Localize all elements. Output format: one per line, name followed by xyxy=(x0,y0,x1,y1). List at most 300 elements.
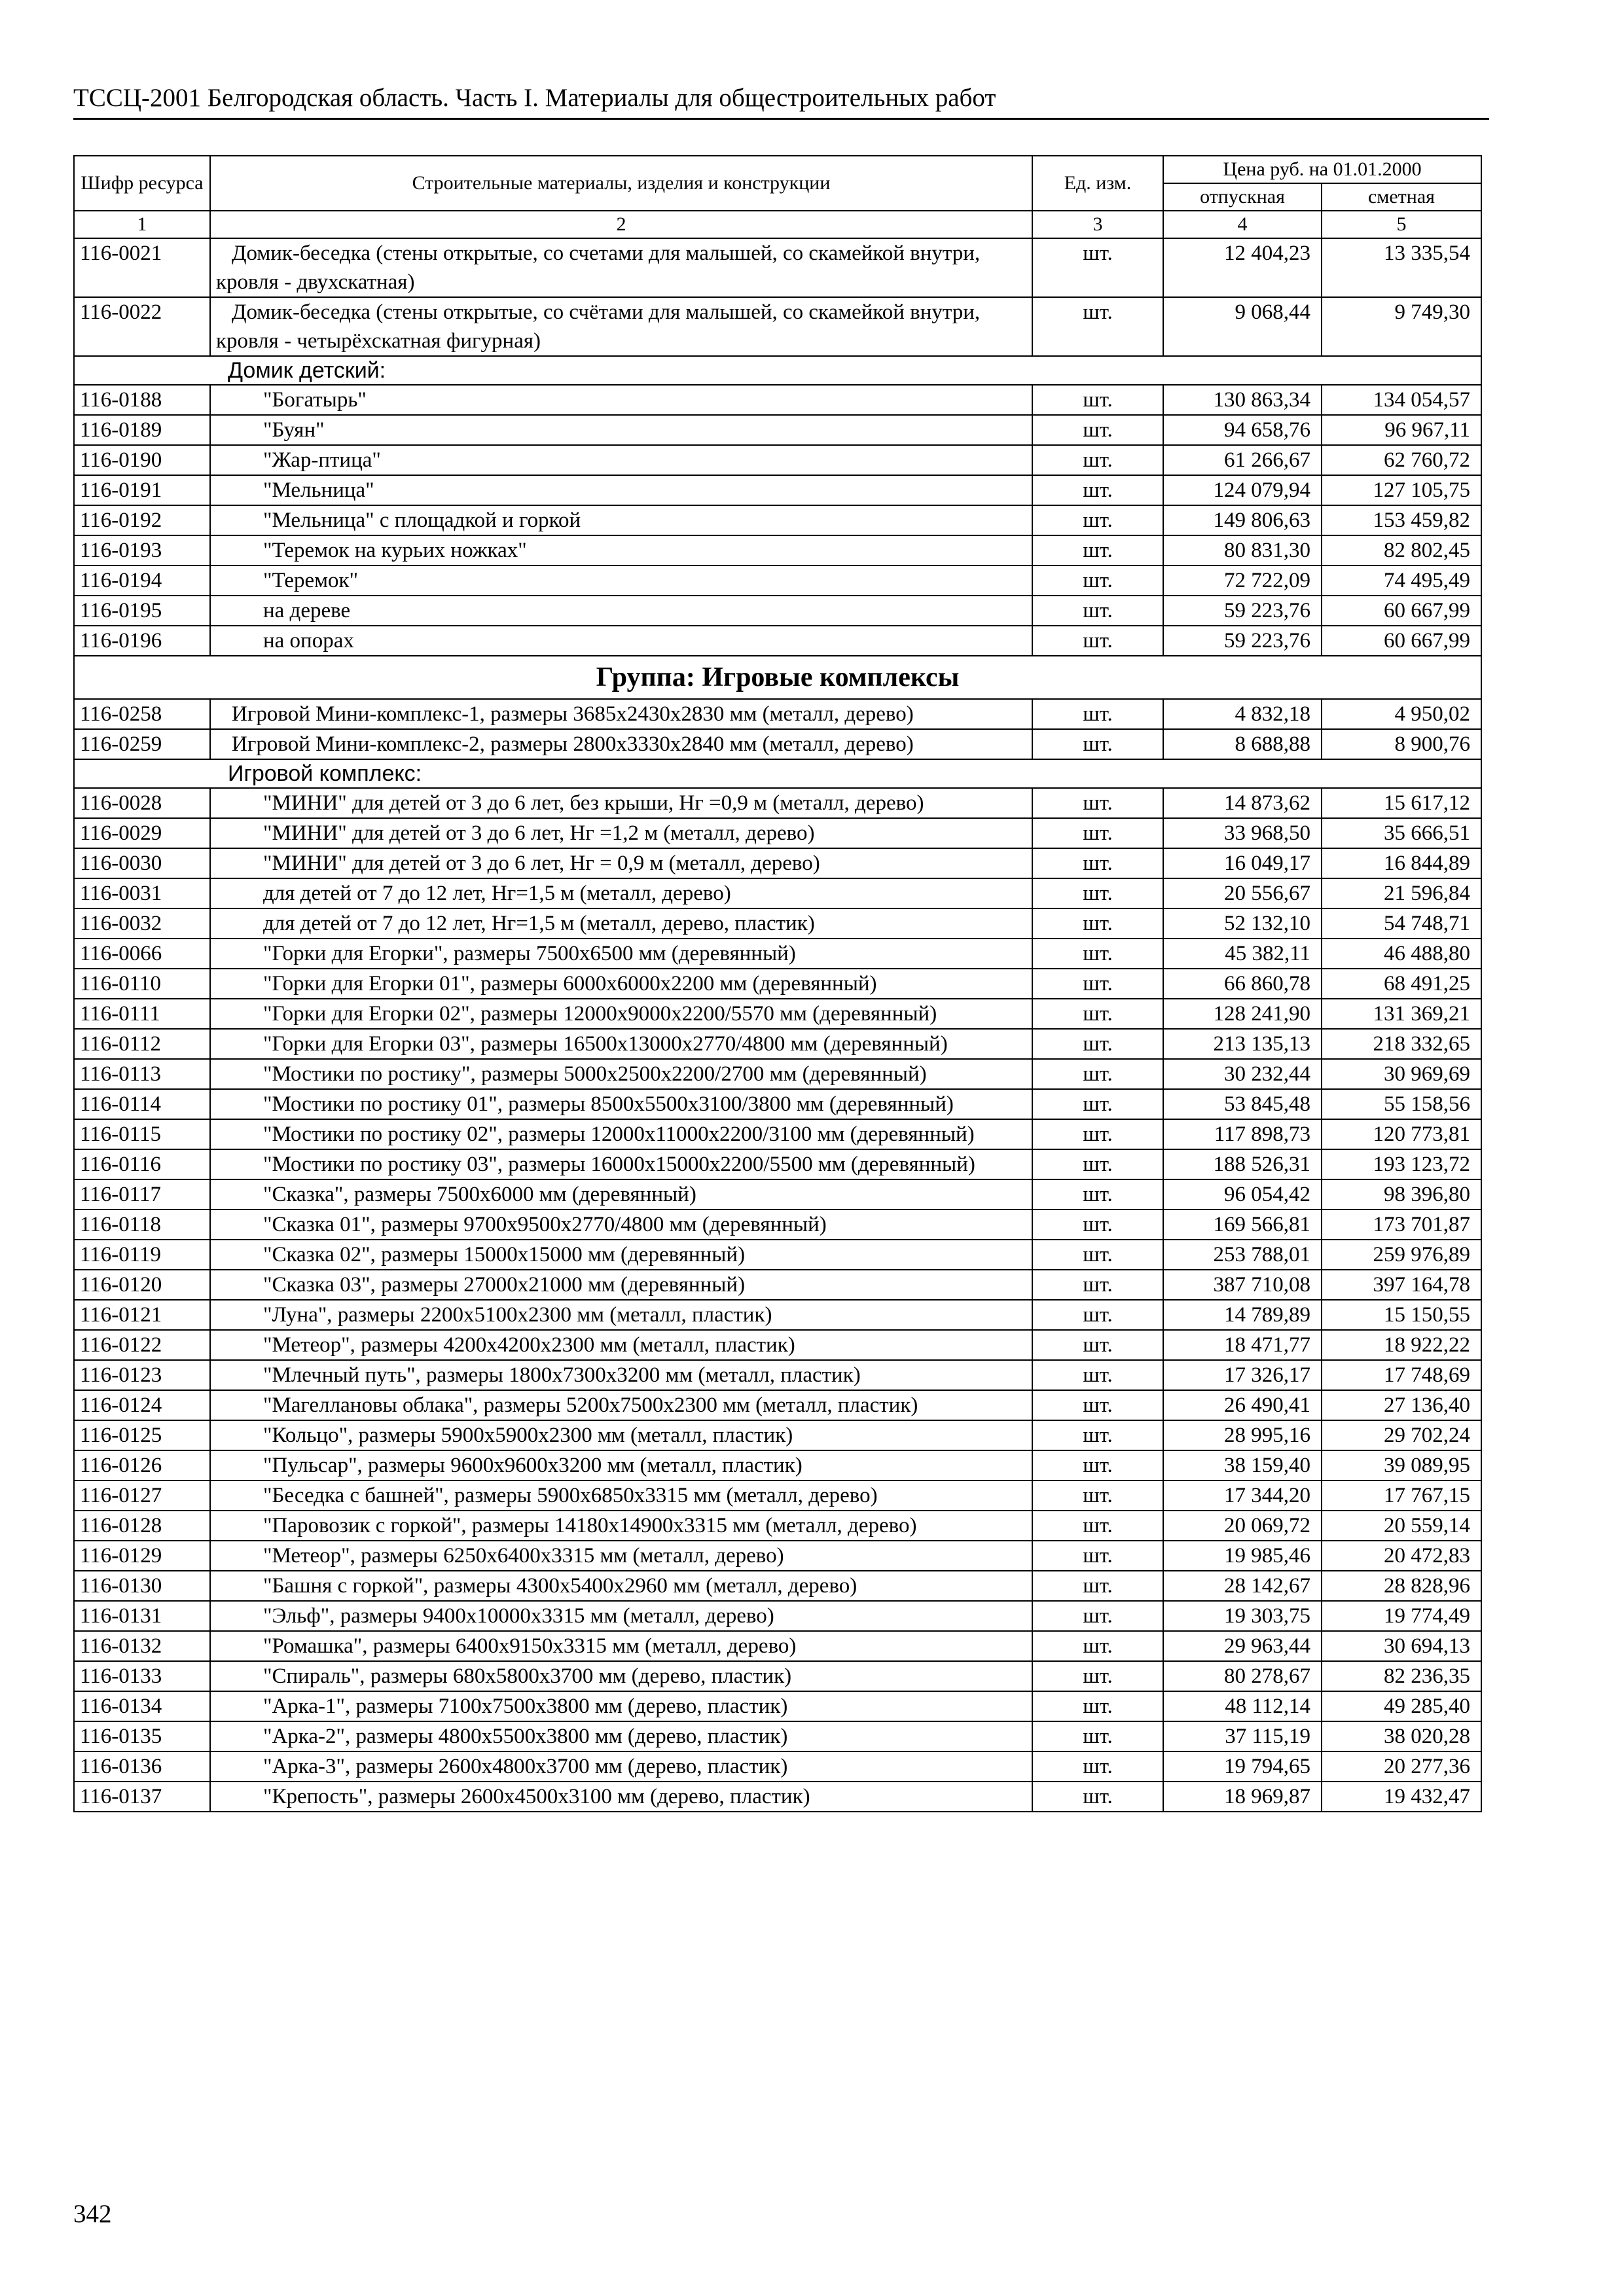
release-price: 19 303,75 xyxy=(1163,1601,1322,1631)
material-name: "Мостики по ростику 02", размеры 12000х11000х2200/3100 мм (деревянный) xyxy=(210,1119,1032,1149)
material-name: "Сказка 03", размеры 27000х21000 мм (деревянный) xyxy=(210,1270,1032,1300)
head-price: Цена руб. на 01.01.2000 xyxy=(1163,156,1481,183)
release-price: 12 404,23 xyxy=(1163,238,1322,297)
estimate-price: 30 969,69 xyxy=(1322,1059,1481,1089)
material-name: "МИНИ" для детей от 3 до 6 лет, Нг = 0,9 м (металл, дерево) xyxy=(210,848,1032,878)
resource-code: 116-0124 xyxy=(74,1390,210,1420)
estimate-price: 127 105,75 xyxy=(1322,475,1481,505)
resource-code: 116-0132 xyxy=(74,1631,210,1661)
material-name: "Мельница" с площадкой и горкой xyxy=(210,505,1032,535)
unit-cell: шт. xyxy=(1032,505,1163,535)
release-price: 128 241,90 xyxy=(1163,999,1322,1029)
table-row xyxy=(74,1721,1481,1751)
estimate-price: 4 950,02 xyxy=(1322,699,1481,729)
release-price: 59 223,76 xyxy=(1163,626,1322,656)
table-row xyxy=(74,999,1481,1029)
material-name: "Мостики по ростику 03", размеры 16000х15000х2200/5500 мм (деревянный) xyxy=(210,1149,1032,1179)
table-row xyxy=(74,1691,1481,1721)
material-name: для детей от 7 до 12 лет, Нг=1,5 м (металл, дерево) xyxy=(210,878,1032,908)
unit-cell: шт. xyxy=(1032,1631,1163,1661)
table-row xyxy=(74,626,1481,656)
unit-cell: шт. xyxy=(1032,1721,1163,1751)
resource-code: 116-0188 xyxy=(74,385,210,415)
estimate-price: 54 748,71 xyxy=(1322,908,1481,939)
material-name: Игровой Мини-комплекс-2, размеры 2800х3330х2840 мм (металл, дерево) xyxy=(210,729,1032,759)
table-row xyxy=(74,297,1481,356)
unit-cell: шт. xyxy=(1032,626,1163,656)
table-row xyxy=(74,699,1481,729)
table-row xyxy=(74,1420,1481,1450)
material-name: "Арка-1", размеры 7100х7500х3800 мм (дерево, пластик) xyxy=(210,1691,1032,1721)
release-price: 45 382,11 xyxy=(1163,939,1322,969)
table-body xyxy=(74,238,1481,1812)
table-row xyxy=(74,475,1481,505)
unit-cell: шт. xyxy=(1032,596,1163,626)
unit-cell: шт. xyxy=(1032,475,1163,505)
unit-cell: шт. xyxy=(1032,1089,1163,1119)
unit-cell: шт. xyxy=(1032,1119,1163,1149)
unit-cell: шт. xyxy=(1032,238,1163,297)
estimate-price: 39 089,95 xyxy=(1322,1450,1481,1480)
head-num: 3 xyxy=(1032,211,1163,238)
estimate-price: 27 136,40 xyxy=(1322,1390,1481,1420)
estimate-price: 259 976,89 xyxy=(1322,1240,1481,1270)
estimate-price: 19 432,47 xyxy=(1322,1782,1481,1812)
estimate-price: 131 369,21 xyxy=(1322,999,1481,1029)
table-row xyxy=(74,1751,1481,1782)
resource-code: 116-0125 xyxy=(74,1420,210,1450)
resource-code: 116-0134 xyxy=(74,1691,210,1721)
resource-code: 116-0258 xyxy=(74,699,210,729)
estimate-price: 82 802,45 xyxy=(1322,535,1481,565)
resource-code: 116-0127 xyxy=(74,1480,210,1511)
release-price: 28 995,16 xyxy=(1163,1420,1322,1450)
unit-cell: шт. xyxy=(1032,878,1163,908)
unit-cell: шт. xyxy=(1032,1029,1163,1059)
table-row xyxy=(74,729,1481,759)
material-name: "Пульсар", размеры 9600х9600х3200 мм (металл, пластик) xyxy=(210,1450,1032,1480)
table-row xyxy=(74,505,1481,535)
table-row xyxy=(74,415,1481,445)
resource-code: 116-0259 xyxy=(74,729,210,759)
material-name: "Спираль", размеры 680х5800х3700 мм (дерево, пластик) xyxy=(210,1661,1032,1691)
estimate-price: 20 472,83 xyxy=(1322,1541,1481,1571)
unit-cell: шт. xyxy=(1032,1059,1163,1089)
material-name: "Ромашка", размеры 6400х9150х3315 мм (металл, дерево) xyxy=(210,1631,1032,1661)
unit-cell: шт. xyxy=(1032,908,1163,939)
table-row xyxy=(74,1300,1481,1330)
unit-cell: шт. xyxy=(1032,1179,1163,1210)
release-price: 9 068,44 xyxy=(1163,297,1322,356)
material-name: "Крепость", размеры 2600х4500х3100 мм (дерево, пластик) xyxy=(210,1782,1032,1812)
table-row xyxy=(74,908,1481,939)
unit-cell: шт. xyxy=(1032,1541,1163,1571)
material-name: "Башня с горкой", размеры 4300х5400х2960 мм (металл, дерево) xyxy=(210,1571,1032,1601)
material-name: "Буян" xyxy=(210,415,1032,445)
unit-cell: шт. xyxy=(1032,788,1163,818)
table-row xyxy=(74,1210,1481,1240)
subgroup-title: Игровой комплекс: xyxy=(74,759,1481,788)
unit-cell: шт. xyxy=(1032,729,1163,759)
unit-cell: шт. xyxy=(1032,565,1163,596)
resource-code: 116-0114 xyxy=(74,1089,210,1119)
material-name: "Млечный путь", размеры 1800х7300х3200 мм (металл, пластик) xyxy=(210,1360,1032,1390)
resource-code: 116-0128 xyxy=(74,1511,210,1541)
resource-code: 116-0113 xyxy=(74,1059,210,1089)
estimate-price: 28 828,96 xyxy=(1322,1571,1481,1601)
material-name: "Теремок на курьих ножках" xyxy=(210,535,1032,565)
release-price: 94 658,76 xyxy=(1163,415,1322,445)
head-num: 5 xyxy=(1322,211,1481,238)
estimate-price: 9 749,30 xyxy=(1322,297,1481,356)
release-price: 80 831,30 xyxy=(1163,535,1322,565)
table-row xyxy=(74,788,1481,818)
estimate-price: 15 617,12 xyxy=(1322,788,1481,818)
head-unit: Ед. изм. xyxy=(1032,156,1163,211)
resource-code: 116-0116 xyxy=(74,1149,210,1179)
unit-cell: шт. xyxy=(1032,818,1163,848)
estimate-price: 21 596,84 xyxy=(1322,878,1481,908)
resource-code: 116-0135 xyxy=(74,1721,210,1751)
estimate-price: 20 277,36 xyxy=(1322,1751,1481,1782)
table-row xyxy=(74,1360,1481,1390)
resource-code: 116-0115 xyxy=(74,1119,210,1149)
release-price: 16 049,17 xyxy=(1163,848,1322,878)
estimate-price: 38 020,28 xyxy=(1322,1721,1481,1751)
page-header: ТССЦ-2001 Белгородская область. Часть I. Материалы для общестроительных работ xyxy=(73,84,996,112)
resource-code: 116-0123 xyxy=(74,1360,210,1390)
table-row xyxy=(74,939,1481,969)
header-rule xyxy=(73,118,1489,120)
release-price: 80 278,67 xyxy=(1163,1661,1322,1691)
release-price: 59 223,76 xyxy=(1163,596,1322,626)
resource-code: 116-0193 xyxy=(74,535,210,565)
head-num: 1 xyxy=(74,211,210,238)
release-price: 38 159,40 xyxy=(1163,1450,1322,1480)
material-name: "Богатырь" xyxy=(210,385,1032,415)
release-price: 61 266,67 xyxy=(1163,445,1322,475)
table-row xyxy=(74,878,1481,908)
release-price: 53 845,48 xyxy=(1163,1089,1322,1119)
head-num: 4 xyxy=(1163,211,1322,238)
unit-cell: шт. xyxy=(1032,999,1163,1029)
resource-code: 116-0119 xyxy=(74,1240,210,1270)
table-row xyxy=(74,1240,1481,1270)
resource-code: 116-0112 xyxy=(74,1029,210,1059)
estimate-price: 20 559,14 xyxy=(1322,1511,1481,1541)
unit-cell: шт. xyxy=(1032,415,1163,445)
table-head xyxy=(74,156,1481,238)
estimate-price: 60 667,99 xyxy=(1322,626,1481,656)
release-price: 19 794,65 xyxy=(1163,1751,1322,1782)
release-price: 37 115,19 xyxy=(1163,1721,1322,1751)
release-price: 213 135,13 xyxy=(1163,1029,1322,1059)
resource-code: 116-0120 xyxy=(74,1270,210,1300)
resource-code: 116-0117 xyxy=(74,1179,210,1210)
material-name: "Сказка 02", размеры 15000х15000 мм (деревянный) xyxy=(210,1240,1032,1270)
table-row xyxy=(74,1631,1481,1661)
unit-cell: шт. xyxy=(1032,1751,1163,1782)
material-name: "Эльф", размеры 9400х10000х3315 мм (металл, дерево) xyxy=(210,1601,1032,1631)
resource-code: 116-0137 xyxy=(74,1782,210,1812)
group-header-row xyxy=(74,656,1481,699)
material-name: "Арка-2", размеры 4800х5500х3800 мм (дерево, пластик) xyxy=(210,1721,1032,1751)
material-name: "Сказка", размеры 7500х6000 мм (деревянный) xyxy=(210,1179,1032,1210)
estimate-price: 19 774,49 xyxy=(1322,1601,1481,1631)
resource-code: 116-0126 xyxy=(74,1450,210,1480)
resource-code: 116-0136 xyxy=(74,1751,210,1782)
unit-cell: шт. xyxy=(1032,1601,1163,1631)
table-row xyxy=(74,848,1481,878)
material-name: Домик-беседка (стены открытые, со счетами для малышей, со скамейкой внутри, кровля - двухскатная) xyxy=(210,238,1032,297)
material-name: "Горки для Егорки 03", размеры 16500х13000х2770/4800 мм (деревянный) xyxy=(210,1029,1032,1059)
release-price: 130 863,34 xyxy=(1163,385,1322,415)
table-row xyxy=(74,1390,1481,1420)
table-row xyxy=(74,1179,1481,1210)
unit-cell: шт. xyxy=(1032,969,1163,999)
page-number: 342 xyxy=(73,2200,112,2228)
unit-cell: шт. xyxy=(1032,939,1163,969)
table-row xyxy=(74,818,1481,848)
table-row xyxy=(74,1059,1481,1089)
unit-cell: шт. xyxy=(1032,1511,1163,1541)
material-name: "Сказка 01", размеры 9700х9500х2770/4800 мм (деревянный) xyxy=(210,1210,1032,1240)
estimate-price: 74 495,49 xyxy=(1322,565,1481,596)
price-table xyxy=(73,155,1482,1812)
material-name: "Луна", размеры 2200х5100х2300 мм (металл, пластик) xyxy=(210,1300,1032,1330)
release-price: 14 873,62 xyxy=(1163,788,1322,818)
resource-code: 116-0031 xyxy=(74,878,210,908)
material-name: "Жар-птица" xyxy=(210,445,1032,475)
estimate-price: 15 150,55 xyxy=(1322,1300,1481,1330)
estimate-price: 35 666,51 xyxy=(1322,818,1481,848)
release-price: 253 788,01 xyxy=(1163,1240,1322,1270)
unit-cell: шт. xyxy=(1032,1330,1163,1360)
table-row xyxy=(74,1270,1481,1300)
table-row xyxy=(74,238,1481,297)
table-row xyxy=(74,1149,1481,1179)
resource-code: 116-0118 xyxy=(74,1210,210,1240)
table-row xyxy=(74,596,1481,626)
estimate-price: 16 844,89 xyxy=(1322,848,1481,878)
table-row xyxy=(74,1541,1481,1571)
unit-cell: шт. xyxy=(1032,1661,1163,1691)
table-row xyxy=(74,565,1481,596)
material-name: на дереве xyxy=(210,596,1032,626)
table-row xyxy=(74,1480,1481,1511)
resource-code: 116-0021 xyxy=(74,238,210,297)
estimate-price: 153 459,82 xyxy=(1322,505,1481,535)
resource-code: 116-0022 xyxy=(74,297,210,356)
release-price: 52 132,10 xyxy=(1163,908,1322,939)
table-row xyxy=(74,535,1481,565)
resource-code: 116-0111 xyxy=(74,999,210,1029)
release-price: 169 566,81 xyxy=(1163,1210,1322,1240)
release-price: 8 688,88 xyxy=(1163,729,1322,759)
release-price: 149 806,63 xyxy=(1163,505,1322,535)
estimate-price: 98 396,80 xyxy=(1322,1179,1481,1210)
material-name: "Беседка с башней", размеры 5900х6850х3315 мм (металл, дерево) xyxy=(210,1480,1032,1511)
table-row xyxy=(74,1661,1481,1691)
resource-code: 116-0194 xyxy=(74,565,210,596)
resource-code: 116-0189 xyxy=(74,415,210,445)
release-price: 20 069,72 xyxy=(1163,1511,1322,1541)
table-row xyxy=(74,385,1481,415)
head-release: отпускная xyxy=(1163,183,1322,211)
resource-code: 116-0122 xyxy=(74,1330,210,1360)
release-price: 17 326,17 xyxy=(1163,1360,1322,1390)
release-price: 26 490,41 xyxy=(1163,1390,1322,1420)
release-price: 20 556,67 xyxy=(1163,878,1322,908)
unit-cell: шт. xyxy=(1032,1450,1163,1480)
material-name: "Горки для Егорки 02", размеры 12000х9000х2200/5570 мм (деревянный) xyxy=(210,999,1032,1029)
table-row xyxy=(74,1089,1481,1119)
unit-cell: шт. xyxy=(1032,1360,1163,1390)
estimate-price: 30 694,13 xyxy=(1322,1631,1481,1661)
estimate-price: 120 773,81 xyxy=(1322,1119,1481,1149)
estimate-price: 96 967,11 xyxy=(1322,415,1481,445)
release-price: 96 054,42 xyxy=(1163,1179,1322,1210)
estimate-price: 49 285,40 xyxy=(1322,1691,1481,1721)
resource-code: 116-0110 xyxy=(74,969,210,999)
material-name: Игровой Мини-комплекс-1, размеры 3685х2430х2830 мм (металл, дерево) xyxy=(210,699,1032,729)
resource-code: 116-0196 xyxy=(74,626,210,656)
group-title: Группа: Игровые комплексы xyxy=(74,656,1481,699)
estimate-price: 173 701,87 xyxy=(1322,1210,1481,1240)
release-price: 28 142,67 xyxy=(1163,1571,1322,1601)
unit-cell: шт. xyxy=(1032,1300,1163,1330)
resource-code: 116-0032 xyxy=(74,908,210,939)
material-name: "Мельница" xyxy=(210,475,1032,505)
material-name: "Магеллановы облака", размеры 5200х7500х2300 мм (металл, пластик) xyxy=(210,1390,1032,1420)
estimate-price: 8 900,76 xyxy=(1322,729,1481,759)
head-name: Строительные материалы, изделия и конструкции xyxy=(210,156,1032,211)
unit-cell: шт. xyxy=(1032,699,1163,729)
material-name: на опорах xyxy=(210,626,1032,656)
unit-cell: шт. xyxy=(1032,1420,1163,1450)
release-price: 18 969,87 xyxy=(1163,1782,1322,1812)
estimate-price: 29 702,24 xyxy=(1322,1420,1481,1450)
table-row xyxy=(74,1450,1481,1480)
resource-code: 116-0030 xyxy=(74,848,210,878)
release-price: 19 985,46 xyxy=(1163,1541,1322,1571)
material-name: "Паровозик с горкой", размеры 14180х14900х3315 мм (металл, дерево) xyxy=(210,1511,1032,1541)
estimate-price: 134 054,57 xyxy=(1322,385,1481,415)
resource-code: 116-0129 xyxy=(74,1541,210,1571)
estimate-price: 397 164,78 xyxy=(1322,1270,1481,1300)
unit-cell: шт. xyxy=(1032,535,1163,565)
unit-cell: шт. xyxy=(1032,1480,1163,1511)
material-name: "МИНИ" для детей от 3 до 6 лет, Нг =1,2 м (металл, дерево) xyxy=(210,818,1032,848)
unit-cell: шт. xyxy=(1032,1210,1163,1240)
release-price: 4 832,18 xyxy=(1163,699,1322,729)
resource-code: 116-0121 xyxy=(74,1300,210,1330)
release-price: 29 963,44 xyxy=(1163,1631,1322,1661)
estimate-price: 62 760,72 xyxy=(1322,445,1481,475)
release-price: 14 789,89 xyxy=(1163,1300,1322,1330)
table-row xyxy=(74,1330,1481,1360)
table-row xyxy=(74,1571,1481,1601)
head-estimate: сметная xyxy=(1322,183,1481,211)
table-row xyxy=(74,445,1481,475)
table-row xyxy=(74,1782,1481,1812)
unit-cell: шт. xyxy=(1032,1149,1163,1179)
unit-cell: шт. xyxy=(1032,445,1163,475)
resource-code: 116-0192 xyxy=(74,505,210,535)
subgroup-header-row xyxy=(74,759,1481,788)
estimate-price: 60 667,99 xyxy=(1322,596,1481,626)
estimate-price: 68 491,25 xyxy=(1322,969,1481,999)
release-price: 124 079,94 xyxy=(1163,475,1322,505)
estimate-price: 193 123,72 xyxy=(1322,1149,1481,1179)
resource-code: 116-0195 xyxy=(74,596,210,626)
material-name: "Метеор", размеры 4200х4200х2300 мм (металл, пластик) xyxy=(210,1330,1032,1360)
material-name: "Кольцо", размеры 5900х5900х2300 мм (металл, пластик) xyxy=(210,1420,1032,1450)
release-price: 18 471,77 xyxy=(1163,1330,1322,1360)
head-code: Шифр ресурса xyxy=(74,156,210,211)
resource-code: 116-0191 xyxy=(74,475,210,505)
material-name: "Горки для Егорки 01", размеры 6000х6000х2200 мм (деревянный) xyxy=(210,969,1032,999)
estimate-price: 218 332,65 xyxy=(1322,1029,1481,1059)
material-name: "Мостики по ростику", размеры 5000х2500х2200/2700 мм (деревянный) xyxy=(210,1059,1032,1089)
material-name: "Мостики по ростику 01", размеры 8500х5500х3100/3800 мм (деревянный) xyxy=(210,1089,1032,1119)
unit-cell: шт. xyxy=(1032,385,1163,415)
table-row xyxy=(74,1119,1481,1149)
resource-code: 116-0190 xyxy=(74,445,210,475)
material-name: для детей от 7 до 12 лет, Нг=1,5 м (металл, дерево, пластик) xyxy=(210,908,1032,939)
material-name: Домик-беседка (стены открытые, со счётами для малышей, со скамейкой внутри, кровля - четырёхскатная фигурная) xyxy=(210,297,1032,356)
material-name: "Горки для Егорки", размеры 7500х6500 мм (деревянный) xyxy=(210,939,1032,969)
estimate-price: 17 767,15 xyxy=(1322,1480,1481,1511)
resource-code: 116-0028 xyxy=(74,788,210,818)
subgroup-header-row xyxy=(74,356,1481,385)
unit-cell: шт. xyxy=(1032,1390,1163,1420)
material-name: "Арка-3", размеры 2600х4800х3700 мм (дерево, пластик) xyxy=(210,1751,1032,1782)
estimate-price: 55 158,56 xyxy=(1322,1089,1481,1119)
material-name: "Метеор", размеры 6250х6400х3315 мм (металл, дерево) xyxy=(210,1541,1032,1571)
head-numbers xyxy=(74,211,1481,238)
head-num: 2 xyxy=(210,211,1032,238)
unit-cell: шт. xyxy=(1032,1571,1163,1601)
unit-cell: шт. xyxy=(1032,1240,1163,1270)
release-price: 72 722,09 xyxy=(1163,565,1322,596)
unit-cell: шт. xyxy=(1032,1691,1163,1721)
table-row xyxy=(74,969,1481,999)
material-name: "МИНИ" для детей от 3 до 6 лет, без крыши, Нг =0,9 м (металл, дерево) xyxy=(210,788,1032,818)
table-row xyxy=(74,1511,1481,1541)
resource-code: 116-0131 xyxy=(74,1601,210,1631)
table-row xyxy=(74,1029,1481,1059)
release-price: 17 344,20 xyxy=(1163,1480,1322,1511)
resource-code: 116-0133 xyxy=(74,1661,210,1691)
release-price: 33 968,50 xyxy=(1163,818,1322,848)
resource-code: 116-0029 xyxy=(74,818,210,848)
estimate-price: 46 488,80 xyxy=(1322,939,1481,969)
material-name: "Теремок" xyxy=(210,565,1032,596)
release-price: 387 710,08 xyxy=(1163,1270,1322,1300)
release-price: 117 898,73 xyxy=(1163,1119,1322,1149)
unit-cell: шт. xyxy=(1032,297,1163,356)
unit-cell: шт. xyxy=(1032,1782,1163,1812)
release-price: 48 112,14 xyxy=(1163,1691,1322,1721)
resource-code: 116-0130 xyxy=(74,1571,210,1601)
estimate-price: 13 335,54 xyxy=(1322,238,1481,297)
subgroup-title: Домик детский: xyxy=(74,356,1481,385)
resource-code: 116-0066 xyxy=(74,939,210,969)
unit-cell: шт. xyxy=(1032,848,1163,878)
estimate-price: 82 236,35 xyxy=(1322,1661,1481,1691)
release-price: 66 860,78 xyxy=(1163,969,1322,999)
